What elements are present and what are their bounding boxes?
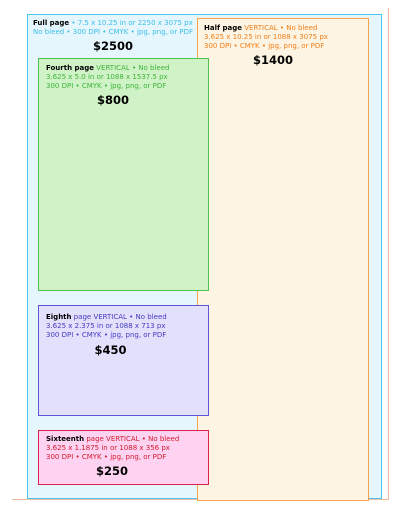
sixteenth-page-dimensions: 3.625 x 1.1875 in or 1088 x 356 px [46,444,170,452]
fourth-page-specs [46,64,170,91]
sixteenth-page-requirements: 300 DPI • CMYK • jpg, png, or PDF [46,453,167,461]
sixteenth-page-ad-area [38,430,209,485]
half-page-orientation: VERTICAL • No bleed [241,24,318,32]
fourth-page-name: Fourth page [46,64,95,72]
half-page-ad-area [197,18,369,501]
fourth-page-ad-area [38,58,209,291]
fourth-page-price: $800 [96,93,129,107]
eighth-page-name: Eighth [46,313,72,321]
eighth-page-dimensions: 3.625 x 2.375 in or 1088 x 713 px [46,322,166,330]
eighth-page-specs [46,313,167,340]
eighth-page-requirements: 300 DPI • CMYK • jpg, png, or PDF [46,331,167,339]
half-page-price: $1400 [252,53,293,67]
eighth-page-price: $450 [94,343,127,357]
fourth-page-orientation: VERTICAL • No bleed [94,64,170,72]
sixteenth-page-specs [46,435,179,462]
sixteenth-page-price: $250 [95,464,128,478]
full-page-requirements: No bleed • 300 DPI • CMYK • jpg, png, or PDF [33,28,194,36]
eighth-page-ad-area [38,305,209,416]
eighth-page-orientation: page VERTICAL • No bleed [71,313,167,321]
fourth-page-requirements: 300 DPI • CMYK • jpg, png, or PDF [46,82,167,90]
sixteenth-page-name: Sixteenth [46,435,85,443]
full-page-specs [33,19,193,37]
half-page-name: Half page [204,24,242,32]
full-page-name: Full page [33,19,70,27]
half-page-specs [204,24,328,51]
half-page-requirements: 300 DPI • CMYK • jpg, png, or PDF [204,42,325,50]
fourth-page-dimensions: 3.625 x 5.0 in or 1088 x 1537.5 px [46,73,168,81]
full-page-dimensions: • 7.5 x 10.25 in or 2250 x 3075 px [69,19,193,27]
half-page-dimensions: 3.625 x 10.25 in or 1088 x 3075 px [204,33,328,41]
full-page-price: $2500 [92,39,133,53]
sixteenth-page-orientation: page VERTICAL • No bleed [84,435,180,443]
